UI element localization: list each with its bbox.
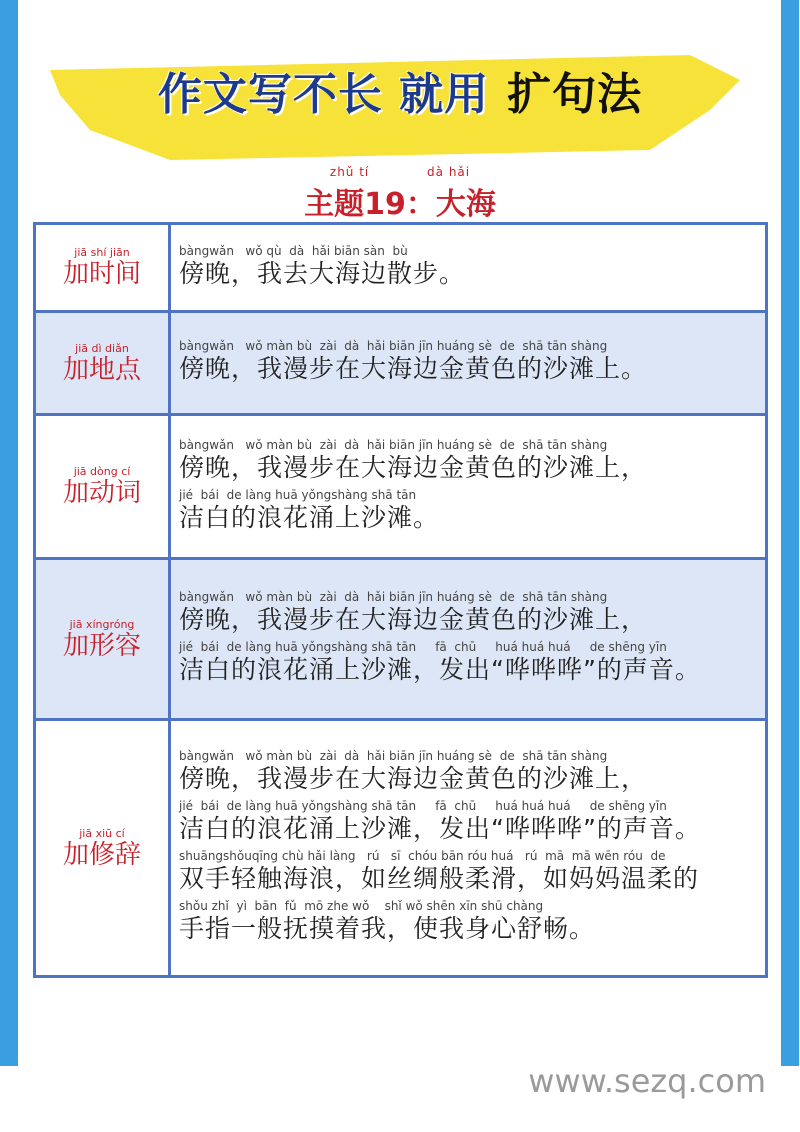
label-pinyin: jiā shí jiān [74,246,130,259]
topic-pinyin: zhǔ tí dà hǎi [329,165,471,179]
page-title [0,58,800,122]
sentence-pinyin: jié bái de làng huā yǒngshàng shā tān [179,487,417,502]
sentence-cell [170,559,767,720]
method-label: 加动词 [62,478,141,508]
method-label: 加形容 [62,630,141,661]
sentence-line [179,849,765,895]
sentence-text: 傍晚，我漫步在大海边金黄色的沙滩上， [179,764,648,793]
title-part-2: 扩句法 [507,69,643,120]
sentence-text: 洁白的浪花涌上沙滩，发出“哗哗哗”的声音。 [179,814,701,843]
sentence-pinyin: bàngwǎn wǒ màn bù zài dà hǎi biān jīn huáng sè de shā tān shàng [179,339,608,353]
label-pinyin: jiā xiū cí [79,826,125,840]
sentence-pinyin: jié bái de làng huā yǒngshàng shā tān fā chū huá huá huá de shēng yīn [179,799,667,813]
title-part-1: 作文写不长 就用 [157,69,490,120]
sentence-line [179,640,765,686]
method-label: 加修辞 [62,839,141,870]
method-label: 加时间 [62,259,141,289]
sentence-text: 傍晚，我漫步在大海边金黄色的沙滩上。 [179,354,648,383]
method-label-cell [35,312,170,415]
sentence-pinyin: shuāngshǒuqīng chù hǎi làng rú sī chóu bān róu huá rú mā mā wēn róu de [179,849,666,863]
left-border-bar [0,0,18,1066]
sentence-text: 傍晚，我漫步在大海边金黄色的沙滩上， [179,452,648,482]
method-label-cell [35,224,170,312]
table-row [35,415,767,559]
sentence-text: 傍晚，我去大海边散步。 [179,258,466,288]
sentence-text: 洁白的浪花涌上沙滩。 [179,502,440,532]
table-row [35,559,767,720]
sentence-line [179,749,765,795]
method-label-cell [35,720,170,977]
sentence-pinyin: jié bái de làng huā yǒngshàng shā tān fā chū huá huá huá de shēng yīn [179,640,667,654]
sentence-line [179,590,765,636]
sentence-line [179,799,765,845]
table-row [35,720,767,977]
label-pinyin: jiā dòng cí [73,465,131,478]
watermark-url: www.sezq.com [528,1062,766,1100]
sentence-line [179,339,765,385]
sentence-cell [170,720,767,977]
sentence-text: 双手轻触海浪，如丝绸般柔滑，如妈妈温柔的 [179,864,700,893]
sentence-text: 傍晚，我漫步在大海边金黄色的沙滩上， [179,605,648,634]
method-label-cell [35,415,170,559]
sentence-pinyin: shǒu zhǐ yì bān fǔ mō zhe wǒ shǐ wǒ shēn xīn shū chàng [179,899,544,913]
sentence-pinyin: bàngwǎn wǒ màn bù zài dà hǎi biān jīn huáng sè de shā tān shàng [179,590,608,604]
table-row [35,312,767,415]
topic-title: 主题19：大海 [304,187,496,222]
method-label: 加地点 [62,354,141,385]
sentence-cell [170,415,767,559]
sentence-pinyin: bàngwǎn wǒ qù dà hǎi biān sàn bù [179,243,408,258]
sentence-line [179,244,765,290]
sentence-pinyin: bàngwǎn wǒ màn bù zài dà hǎi biān jīn huáng sè de shā tān shàng [179,749,608,763]
sentence-cell [170,312,767,415]
topic-heading [0,165,800,223]
sentence-line [179,899,765,945]
sentence-cell [170,224,767,312]
method-label-cell [35,559,170,720]
label-pinyin: jiā xíngróng [69,617,135,631]
sentence-text: 手指一般抚摸着我，使我身心舒畅。 [179,914,596,943]
sentence-line [179,488,765,534]
sentence-line [179,438,765,484]
table-row [35,224,767,312]
label-pinyin: jiā dì diǎn [75,341,129,355]
sentence-pinyin: bàngwǎn wǒ màn bù zài dà hǎi biān jīn huáng sè de shā tān shàng [179,437,608,452]
expansion-table [33,222,768,978]
right-border-bar [781,0,799,1066]
sentence-text: 洁白的浪花涌上沙滩，发出“哗哗哗”的声音。 [179,655,701,684]
